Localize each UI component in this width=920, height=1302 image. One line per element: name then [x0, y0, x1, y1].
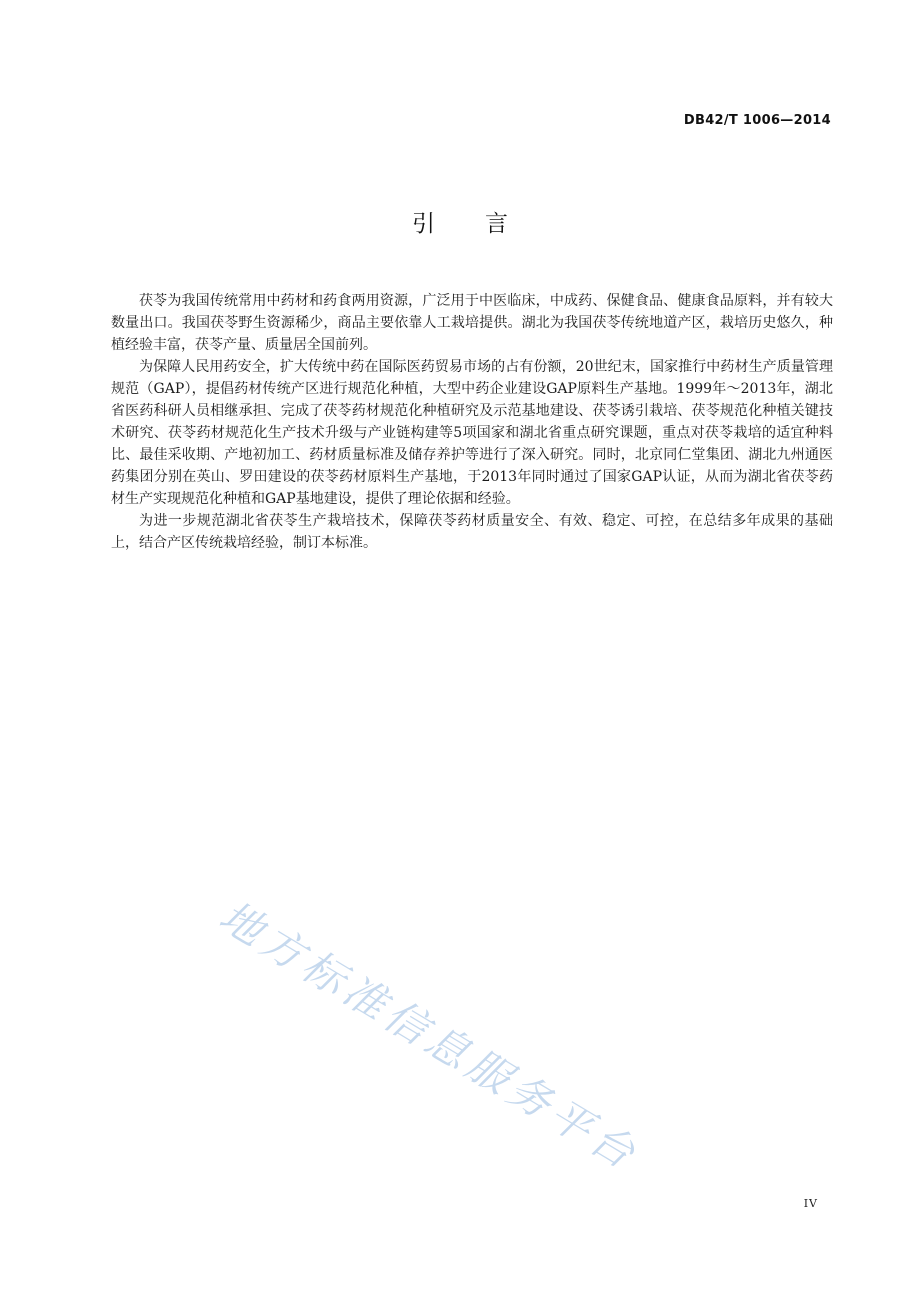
paragraph-2: 为保障人民用药安全，扩大传统中药在国际医药贸易市场的占有份额，20世纪末，国家推行中药材生产质量管理规范（GAP），提倡药材传统产区进行规范化种植，大型中药企业建设GAP原料生产基地。1999年～2013年，湖北省医药科研人员相继承担、完成了茯苓药材规范化种植研究及示范基地建设、茯苓诱引栽培、茯苓规范化种植关键技术研究、茯苓药材规范化生产技术升级与产业链构建等5项国家和湖北省重点研究课题，重点对茯苓栽培的适宜种料比、最佳采收期、产地初加工、药材质量标准及储存养护等进行了深入研究。同时，北京同仁堂集团、湖北九州通医药集团分别在英山、罗田建设的茯苓药材原料生产基地，于2013年同时通过了国家GAP认证，从而为湖北省茯苓药材生产实现规范化种植和GAP基地建设，提供了理论依据和经验。 — [111, 359, 833, 507]
paragraph-3: 为进一步规范湖北省茯苓生产栽培技术，保障茯苓药材质量安全、有效、稳定、可控，在总结多年成果的基础上，结合产区传统栽培经验，制订本标准。 — [111, 513, 833, 551]
page-title: 引言 — [412, 211, 558, 237]
page-number: IV — [803, 1197, 818, 1210]
watermark-text: 地方标准信息服务平台 — [211, 891, 648, 1181]
paragraph-1: 茯苓为我国传统常用中药材和药食两用资源，广泛用于中医临床，中成药、保健食品、健康食品原料，并有较大数量出口。我国茯苓野生资源稀少，商品主要依靠人工栽培提供。湖北为我国茯苓传统地道产区，栽培历史悠久，种植经验丰富，茯苓产量、质量居全国前列。 — [111, 293, 833, 353]
body-text — [111, 290, 833, 554]
document-code: DB42/T 1006—2014 — [683, 113, 831, 128]
